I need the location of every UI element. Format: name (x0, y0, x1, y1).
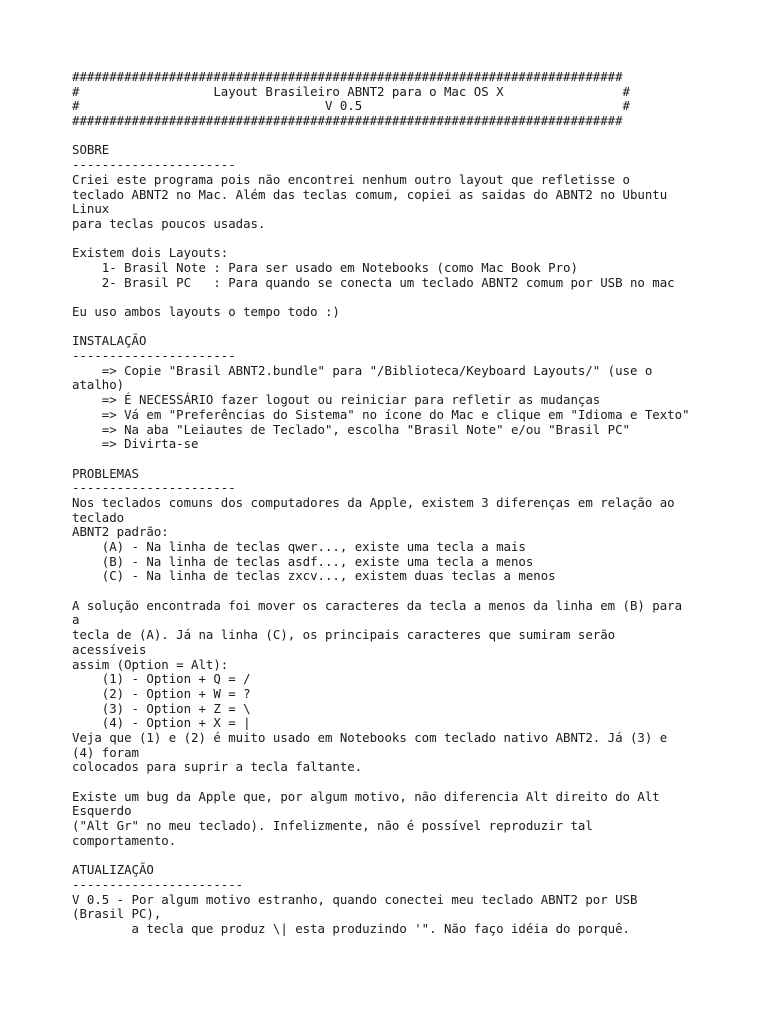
text-line: a tecla que produz \| esta produzindo '". Não faço idéia do porquê. (72, 920, 630, 936)
text-line (72, 584, 712, 599)
text-line: Nos teclados comuns dos computadores da Apple, existem 3 diferenças em relação ao (72, 494, 675, 510)
text-line: ("Alt Gr" no meu teclado). Infelizmente, não é possível reproduzir tal (72, 818, 593, 834)
text-line: => É NECESSÁRIO fazer logout ou reiniciar para refletir as mudanças (72, 392, 601, 408)
text-line: atalho) (72, 377, 125, 393)
text-line: Existe um bug da Apple que, por algum motivo, não diferencia Alt direito do Alt (72, 788, 660, 804)
text-line: ABNT2 padrão: (72, 524, 169, 540)
text-line: ATUALIZAÇÃO (72, 862, 154, 878)
text-line: teclado ABNT2 no Mac. Além das teclas comum, copiei as saidas do ABNT2 no Ubuntu (72, 186, 668, 202)
text-line: => Copie "Brasil ABNT2.bundle" para "/Biblioteca/Keyboard Layouts/" (use o (72, 362, 653, 378)
text-line: => Divirta-se (72, 436, 199, 452)
text-line: (B) - Na linha de teclas asdf..., existe uma tecla a menos (72, 553, 534, 569)
text-line: V 0.5 - Por algum motivo estranho, quando conectei meu teclado ABNT2 por USB (72, 891, 638, 907)
text-line (72, 320, 712, 335)
text-line: tecla de (A). Já na linha (C), os principais caracteres que sumiram serão (72, 627, 616, 643)
text-line: (A) - Na linha de teclas qwer..., existe uma tecla a mais (72, 539, 526, 554)
text-line (72, 452, 712, 467)
text-line: 2- Brasil PC : Para quando se conecta um teclado ABNT2 comum por USB no mac (72, 274, 675, 290)
text-line: (1) - Option + Q = / (72, 671, 251, 687)
text-line: => Na aba "Leiautes de Teclado", escolha "Brasil Note" e/ou "Brasil PC" (72, 421, 630, 437)
text-line: ---------------------- (72, 157, 236, 173)
text-line: ########################################################################## (72, 113, 623, 129)
text-line: teclado (72, 509, 125, 525)
text-line: ########################################################################## (72, 69, 623, 84)
text-line: (3) - Option + Z = \ (72, 700, 251, 716)
text-line: ---------------------- (72, 348, 236, 364)
text-line: A solução encontrada foi mover os caracteres da tecla a menos da linha em (B) para (72, 597, 683, 613)
text-line: SOBRE (72, 142, 110, 158)
text-line: Existem dois Layouts: (72, 245, 229, 261)
text-line: INSTALAÇÃO (72, 333, 147, 349)
text-line: acessíveis (72, 641, 147, 657)
text-line: (Brasil PC), (72, 906, 162, 922)
text-line: Linux (72, 201, 110, 217)
text-line (72, 232, 712, 247)
text-line: (4) foram (72, 744, 139, 760)
text-line: Criei este programa pois não encontrei nenhum outro layout que refletisse o (72, 171, 630, 187)
text-line: PROBLEMAS (72, 465, 139, 481)
text-line: (4) - Option + X = | (72, 715, 251, 731)
text-line: (2) - Option + W = ? (72, 685, 251, 701)
text-line: para teclas poucos usadas. (72, 215, 266, 231)
text-line (72, 848, 712, 863)
text-line: assim (Option = Alt): (72, 656, 229, 672)
text-line: => Vá em "Preferências do Sistema" no ícone do Mac e clique em "Idioma e Texto" (72, 406, 690, 422)
text-line: 1- Brasil Note : Para ser usado em Notebooks (como Mac Book Pro) (72, 259, 578, 275)
text-line: Esquerdo (72, 803, 132, 819)
text-line: # V 0.5 # (72, 98, 630, 114)
document-text (72, 70, 712, 937)
text-line (72, 290, 712, 305)
text-line: comportamento. (72, 832, 177, 848)
text-line: a (72, 612, 80, 628)
text-line: colocados para suprir a tecla faltante. (72, 759, 363, 775)
text-line: (C) - Na linha de teclas zxcv..., existem duas teclas a menos (72, 568, 556, 584)
text-line (72, 775, 712, 790)
text-line: Eu uso ambos layouts o tempo todo :) (72, 304, 340, 319)
text-line: ---------------------- (72, 480, 236, 496)
text-line (72, 129, 712, 144)
text-line: # Layout Brasileiro ABNT2 para o Mac OS X # (72, 83, 630, 99)
text-line: ----------------------- (72, 876, 244, 892)
text-line: Veja que (1) e (2) é muito usado em Notebooks com teclado nativo ABNT2. Já (3) e (72, 729, 668, 745)
